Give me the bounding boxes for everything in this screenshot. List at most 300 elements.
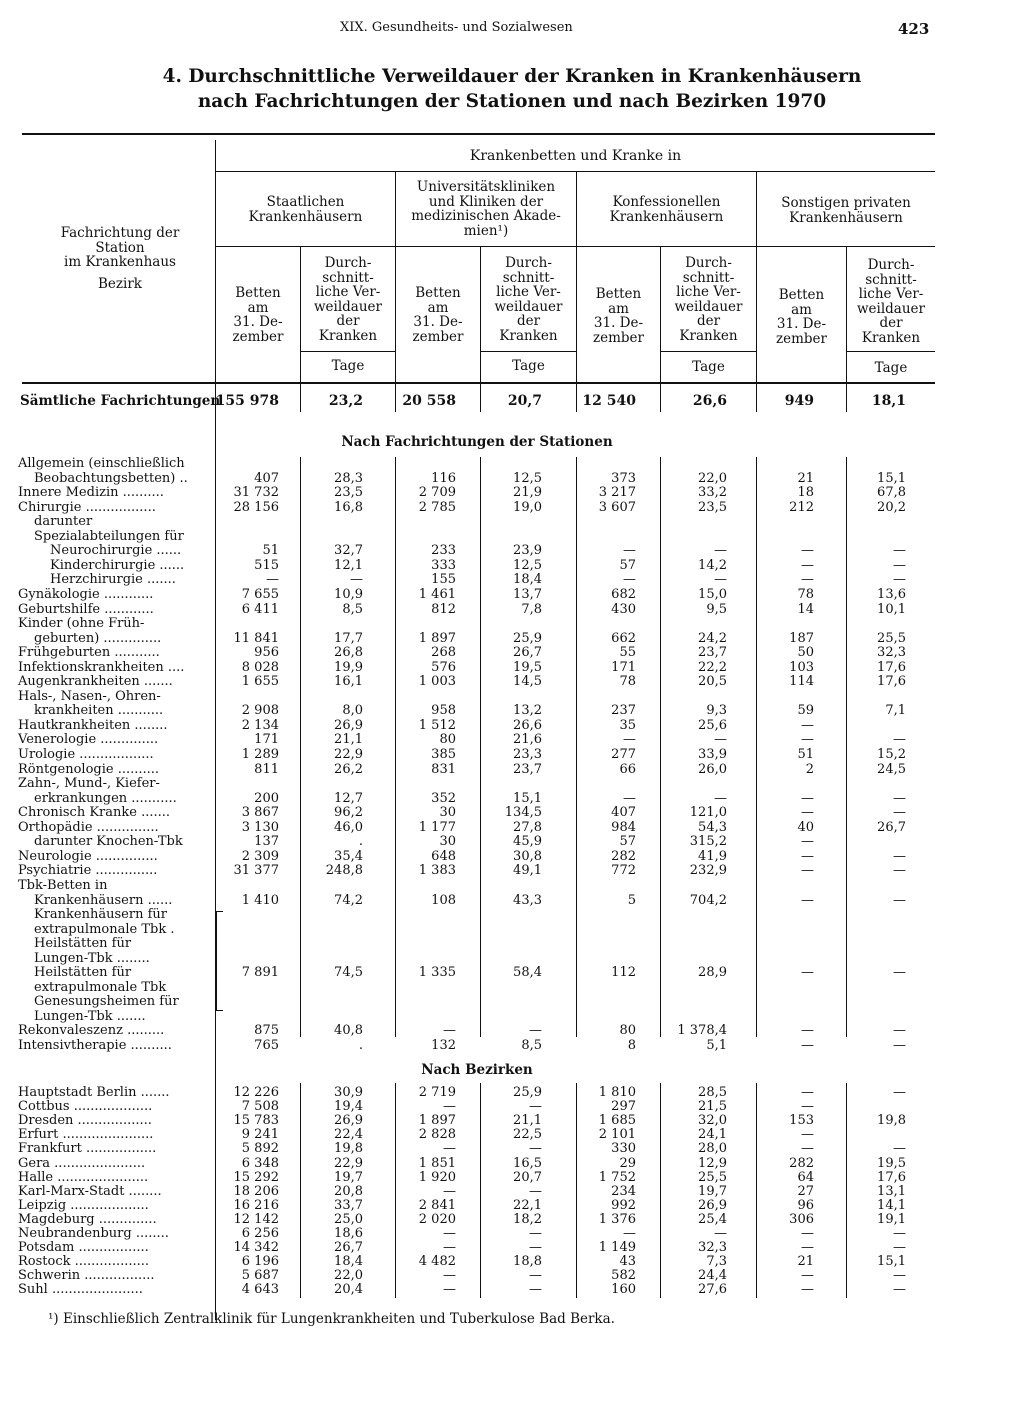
table-cell: 12 226 (233, 1085, 279, 1100)
table-cell: 96,2 (334, 805, 363, 821)
table-cell: 330 (611, 1141, 636, 1157)
table-cell: 2 709 (418, 485, 456, 501)
table-cell: 7,8 (521, 601, 542, 617)
table-cell: 35 (619, 717, 636, 733)
row-label: Allgemein (einschließlich (18, 456, 185, 471)
table-cell: . (358, 1038, 363, 1053)
table-cell: 26,7 (513, 645, 542, 661)
table-row (0, 981, 1024, 996)
table-cell: 7 655 (241, 586, 279, 602)
table-cell: 17,6 (877, 1169, 906, 1185)
table-cell: 23,9 (513, 543, 542, 559)
subheader-beds (757, 288, 846, 346)
table-cell: 14 (797, 601, 814, 617)
row-label: Magdeburg .............. (18, 1211, 157, 1227)
hdr-line: liche Ver- (858, 286, 924, 302)
table-cell: — (623, 543, 636, 559)
table-cell: — (801, 572, 814, 588)
table-cell: 1 655 (241, 674, 279, 690)
row-label: Gera ...................... (18, 1155, 146, 1171)
table-cell: 875 (254, 1023, 279, 1039)
table-cell: 46,0 (334, 819, 363, 835)
table-cell: — (443, 1282, 456, 1298)
table-cell: 7,3 (706, 1254, 727, 1270)
table-cell: 1 289 (241, 747, 279, 762)
table-row (0, 1157, 1024, 1172)
row-label: Neubrandenburg ........ (18, 1226, 169, 1241)
table-cell: 112 (611, 965, 636, 981)
table-cell: 2 (805, 761, 814, 777)
row-label: Geburtshilfe ............ (18, 601, 154, 617)
hdr-line: Durch- (324, 255, 372, 271)
header-rule-units (300, 351, 396, 352)
row-group-bracket (216, 911, 223, 1011)
table-cell: 18 (797, 485, 814, 501)
table-cell: — (529, 1268, 542, 1284)
row-label: Kinderchirurgie ...... (50, 557, 185, 573)
hdr-line: am (247, 299, 269, 316)
row-label: darunter (34, 514, 93, 530)
table-row (0, 923, 1024, 938)
table-cell: 22,4 (334, 1127, 363, 1143)
table-cell: 25,4 (698, 1211, 727, 1227)
table-row (0, 821, 1024, 836)
table-cell: 1 378,4 (677, 1023, 727, 1039)
table-cell: 5 687 (241, 1268, 279, 1284)
table-cell: 1 410 (241, 892, 279, 908)
hdr-line: am (427, 299, 449, 316)
top-rule (22, 133, 935, 135)
table-cell: 3 130 (241, 819, 279, 835)
table-cell: 8,5 (342, 601, 363, 617)
hdr-line: weildauer (313, 298, 382, 315)
table-cell: 11 841 (233, 630, 279, 646)
table-cell: 31 732 (233, 485, 279, 501)
table-cell: 121,0 (689, 805, 727, 821)
row-label: Frühgeburten ........... (18, 645, 160, 661)
table-cell: 58,4 (513, 965, 542, 981)
table-cell: 26,8 (334, 645, 363, 661)
hdr-line: am (608, 300, 629, 317)
table-cell: — (893, 1268, 906, 1284)
table-cell: 8,5 (521, 1038, 542, 1053)
table-cell: 25,0 (334, 1211, 363, 1227)
row-label: Zahn-, Mund-, Kiefer- (18, 776, 160, 792)
table-row (0, 748, 1024, 763)
table-cell: 7 508 (241, 1099, 279, 1115)
table-cell: 17,6 (877, 659, 906, 675)
span-header: Krankenbetten und Kranke in (469, 148, 682, 164)
table-cell: — (623, 732, 636, 748)
hdr-line: Betten (778, 287, 825, 303)
subheader-duration (481, 256, 576, 343)
subheader-unit: Tage (692, 359, 725, 375)
table-row (0, 894, 1024, 909)
table-cell: 12,5 (513, 470, 542, 486)
table-cell: 17,6 (877, 674, 906, 690)
table-cell: 1 149 (598, 1240, 636, 1256)
total-cell: 26,6 (692, 393, 727, 409)
table-cell: 831 (431, 761, 456, 777)
table-cell: 21,5 (698, 1099, 727, 1115)
table-cell: 812 (431, 601, 456, 617)
table-cell: 2 908 (241, 703, 279, 719)
table-cell: 26,9 (698, 1197, 727, 1213)
table-cell: — (801, 790, 814, 806)
table-cell: 32,7 (334, 543, 363, 559)
table-row (0, 1269, 1024, 1284)
total-cell: 20 558 (402, 393, 456, 409)
table-cell: 24,5 (877, 761, 906, 777)
table-cell: — (893, 1141, 906, 1157)
table-cell: — (893, 1240, 906, 1256)
table-row (0, 1241, 1024, 1256)
table-row (0, 952, 1024, 967)
row-label: Frankfurt ................. (18, 1141, 157, 1157)
table-cell: 116 (431, 470, 456, 486)
table-cell: 43 (619, 1254, 636, 1270)
table-cell: 25,9 (513, 630, 542, 646)
group-line: Krankenhäusern (609, 208, 724, 225)
table-cell: 1 851 (418, 1155, 456, 1171)
table-cell: 153 (789, 1113, 814, 1129)
subheader-unit: Tage (874, 360, 908, 376)
hdr-line: weildauer (494, 298, 563, 315)
table-cell: 31 377 (233, 863, 279, 879)
row-label: Psychiatrie ............... (18, 863, 158, 879)
table-cell: 704,2 (689, 892, 727, 908)
row-label: Kinder (ohne Früh- (18, 616, 145, 632)
table-cell: 26,2 (334, 761, 363, 777)
table-cell: 23,7 (513, 761, 542, 777)
table-cell: 160 (611, 1282, 636, 1298)
subheader-unit: Tage (331, 358, 365, 374)
row-label: Augenkrankheiten ....... (18, 674, 173, 690)
table-cell: 385 (431, 747, 456, 762)
table-cell: 29 (619, 1155, 636, 1171)
table-cell: — (893, 1023, 906, 1039)
table-cell: — (893, 543, 906, 559)
table-cell: 352 (431, 790, 456, 806)
hdr-line: schnitt- (682, 269, 735, 286)
table-cell: 132 (431, 1038, 456, 1053)
table-row (0, 777, 1024, 792)
subheader-beds (216, 286, 300, 344)
table-row (0, 1024, 1024, 1039)
table-cell: 9,3 (706, 703, 727, 719)
row-label: Karl-Marx-Stadt ........ (18, 1183, 162, 1199)
table-row (0, 544, 1024, 559)
table-row (0, 704, 1024, 719)
table-cell: — (893, 1226, 906, 1241)
table-cell: — (529, 1141, 542, 1157)
table-cell: 5 892 (241, 1141, 279, 1157)
table-cell: — (714, 543, 727, 559)
table-cell: 15,1 (877, 470, 906, 486)
table-cell: 27,6 (698, 1282, 727, 1298)
table-cell: 248,8 (325, 863, 363, 879)
total-label: Sämtliche Fachrichtungen (20, 393, 221, 409)
table-cell: 187 (789, 630, 814, 646)
table-cell: 30,8 (513, 848, 542, 864)
hdr-line: Betten (415, 285, 461, 301)
table-cell: 277 (611, 747, 636, 762)
table-cell: 19,5 (877, 1155, 906, 1171)
section-label-bezirke: Nach Bezirken (421, 1062, 533, 1078)
table-cell: 19,7 (698, 1183, 727, 1199)
table-cell: 17,7 (334, 630, 363, 646)
hdr-line: der (336, 313, 360, 329)
row-label: Dresden .................. (18, 1113, 152, 1129)
table-cell: — (893, 1085, 906, 1100)
table-cell: 28,0 (698, 1141, 727, 1157)
hdr-line: der (879, 315, 903, 331)
table-cell: 22,9 (334, 747, 363, 762)
table-row (0, 617, 1024, 632)
table-row (0, 588, 1024, 603)
table-cell: 26,9 (334, 1113, 363, 1129)
total-cell: 949 (784, 393, 814, 409)
hdr-line: schnitt- (502, 269, 555, 286)
row-label: Chirurgie ................. (18, 499, 156, 515)
table-cell: 171 (254, 732, 279, 748)
table-cell: 19,4 (334, 1099, 363, 1115)
table-cell: 1 897 (418, 1113, 456, 1129)
table-cell: 984 (611, 819, 636, 835)
table-cell: 57 (619, 834, 636, 850)
table-cell: 21,6 (513, 732, 542, 748)
table-cell: — (443, 1023, 456, 1039)
table-cell: — (714, 732, 727, 748)
row-label: extrapulmonale Tbk . (34, 921, 175, 937)
hdr-line: Durch- (505, 255, 552, 271)
table-row (0, 1039, 1024, 1054)
table-cell: 200 (254, 790, 279, 806)
table-row (0, 966, 1024, 981)
table-cell: 22,0 (698, 470, 727, 486)
table-cell: — (443, 1183, 456, 1199)
header-rule-units (660, 351, 756, 352)
row-label: Suhl ...................... (18, 1282, 143, 1298)
subheader-beds (396, 286, 480, 344)
table-row (0, 1086, 1024, 1101)
table-cell: 14,5 (513, 674, 542, 690)
header-bottom-rule (22, 382, 935, 384)
table-cell: 27 (797, 1183, 814, 1199)
table-cell: 59 (797, 703, 814, 719)
table-cell: 15,1 (513, 790, 542, 806)
table-row (0, 719, 1024, 734)
table-cell: 234 (611, 1183, 636, 1199)
table-cell: 155 (431, 572, 456, 588)
table-cell: 15 783 (233, 1113, 279, 1129)
table-cell: 772 (611, 863, 636, 879)
table-cell: 15,1 (877, 1254, 906, 1270)
table-cell: 32,3 (877, 645, 906, 661)
table-cell: — (893, 790, 906, 806)
row-label: Rekonvaleszenz ......... (18, 1023, 165, 1039)
table-cell: 41,9 (698, 848, 727, 864)
hdr-line: zember (776, 330, 827, 347)
table-cell: 45,9 (513, 834, 542, 850)
table-cell: 28,3 (334, 470, 363, 486)
table-cell: 315,2 (689, 834, 727, 850)
row-label: Halle ...................... (18, 1169, 149, 1185)
subheader-duration (661, 256, 756, 343)
table-cell: 74,5 (334, 965, 363, 981)
row-label: Erfurt ...................... (18, 1127, 154, 1143)
table-cell: 51 (262, 543, 279, 559)
table-cell: 32,3 (698, 1240, 727, 1256)
table-cell: 1 461 (418, 586, 456, 602)
row-label: Neurologie ............... (18, 848, 158, 864)
table-cell: 30,9 (334, 1085, 363, 1100)
hdr-line: zember (593, 329, 644, 346)
table-cell: 2 841 (418, 1197, 456, 1213)
table-cell: 21,1 (513, 1113, 542, 1129)
table-cell: — (893, 848, 906, 864)
table-cell: 19,8 (877, 1113, 906, 1129)
table-cell: 19,0 (513, 499, 542, 515)
table-cell: 19,5 (513, 659, 542, 675)
table-row (0, 1142, 1024, 1157)
table-row (0, 690, 1024, 705)
row-label: erkrankungen ........... (34, 790, 177, 806)
row-label: Hautkrankheiten ........ (18, 717, 168, 733)
table-cell: 7 891 (241, 965, 279, 981)
table-cell: 282 (789, 1155, 814, 1171)
table-cell: 28 156 (233, 499, 279, 515)
table-row (0, 559, 1024, 574)
table-cell: — (893, 732, 906, 748)
table-cell: 30 (439, 805, 456, 821)
table-cell: 20,4 (334, 1282, 363, 1298)
table-cell: 2 719 (418, 1085, 456, 1100)
table-cell: 18 206 (233, 1183, 279, 1199)
table-row (0, 792, 1024, 807)
table-cell: 16 216 (233, 1197, 279, 1213)
table-cell: 2 309 (241, 848, 279, 864)
table-cell: 18,8 (513, 1254, 542, 1270)
table-cell: 108 (431, 892, 456, 908)
table-cell: 232,9 (689, 863, 727, 879)
total-cell: 20,7 (507, 393, 542, 409)
row-label: Potsdam ................. (18, 1240, 149, 1256)
table-cell: — (893, 572, 906, 588)
table-cell: 18,4 (334, 1254, 363, 1270)
table-row (0, 1100, 1024, 1115)
table-cell: 21,9 (513, 485, 542, 501)
group-header-staatlich (216, 195, 395, 224)
table-cell: — (529, 1099, 542, 1115)
table-cell: 22,0 (334, 1268, 363, 1284)
row-label: Gynäkologie ............ (18, 586, 154, 602)
table-cell: 26,9 (334, 717, 363, 733)
table-cell: 40 (797, 819, 814, 835)
stub-header-line: Station (95, 239, 145, 256)
table-cell: 306 (789, 1211, 814, 1227)
row-label: Lungen-Tbk ........ (34, 950, 150, 966)
row-label: Spezialabteilungen für (34, 528, 184, 544)
row-label: Chronisch Kranke ....... (18, 805, 171, 821)
table-cell: 373 (611, 470, 636, 486)
group-line: Staatlichen (266, 194, 345, 210)
table-cell: 13,2 (513, 703, 542, 719)
table-cell: 212 (789, 499, 814, 515)
table-cell: 15,0 (698, 586, 727, 602)
table-cell: 1 383 (418, 863, 456, 879)
table-cell: 282 (611, 848, 636, 864)
table-cell: 2 101 (598, 1127, 636, 1143)
hdr-line: weildauer (856, 300, 925, 317)
table-cell: 96 (797, 1197, 814, 1213)
table-cell: 40,8 (334, 1023, 363, 1039)
table-cell: — (443, 1226, 456, 1241)
table-cell: 19,9 (334, 659, 363, 675)
subheader-duration (847, 258, 935, 345)
table-cell: 20,8 (334, 1183, 363, 1199)
table-cell: 19,8 (334, 1141, 363, 1157)
row-label: Innere Medizin .......... (18, 485, 164, 501)
table-cell: 1 335 (418, 965, 456, 981)
group-line: Konfessionellen (612, 194, 721, 210)
table-cell: — (801, 557, 814, 573)
table-cell: 9,5 (706, 601, 727, 617)
table-cell: 51 (797, 747, 814, 762)
table-cell: — (529, 1226, 542, 1241)
table-cell: — (801, 892, 814, 908)
table-cell: — (801, 1268, 814, 1284)
table-row (0, 850, 1024, 865)
table-cell: 13,6 (877, 586, 906, 602)
table-cell: — (893, 892, 906, 908)
table-row (0, 1185, 1024, 1200)
table-cell: 43,3 (513, 892, 542, 908)
row-label: Rostock .................. (18, 1254, 150, 1270)
title-line-1: 4. Durchschnittliche Verweildauer der Kranken in Krankenhäusern (162, 66, 862, 87)
table-cell: 14 342 (233, 1240, 279, 1256)
table-cell: — (801, 543, 814, 559)
table-row (0, 472, 1024, 487)
table-cell: — (443, 1099, 456, 1115)
row-label: Infektionskrankheiten .... (18, 659, 185, 675)
table-cell: — (350, 572, 363, 588)
table-cell: 7,1 (885, 703, 906, 719)
row-label: extrapulmonale Tbk (34, 979, 167, 995)
table-row (0, 501, 1024, 516)
table-cell: 13,7 (513, 586, 542, 602)
table-cell: 54,3 (698, 819, 727, 835)
row-label: darunter Knochen-Tbk (34, 834, 183, 850)
table-row (0, 908, 1024, 923)
title-line-2: nach Fachrichtungen der Stationen und nach Bezirken 1970 (197, 91, 827, 112)
group-line: medizinischen Akade- (411, 208, 561, 224)
row-label: Leipzig ................... (18, 1197, 149, 1213)
table-cell: 648 (431, 848, 456, 864)
table-cell: 24,1 (698, 1127, 727, 1143)
stub-header (30, 226, 210, 291)
group-line: Sonstigen privaten (781, 195, 911, 211)
hdr-line: der (516, 313, 541, 329)
table-cell: 956 (254, 645, 279, 661)
table-row (0, 733, 1024, 748)
page-number: 423 (898, 20, 930, 38)
table-cell: 1 177 (418, 819, 456, 835)
table-cell: 103 (789, 659, 814, 675)
hdr-line: liche Ver- (315, 284, 381, 300)
table-cell: — (443, 1141, 456, 1157)
table-row (0, 864, 1024, 879)
